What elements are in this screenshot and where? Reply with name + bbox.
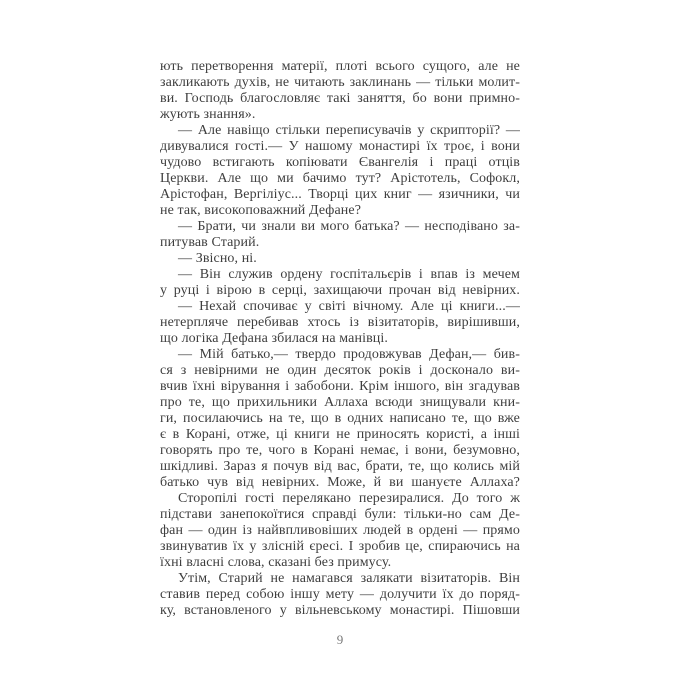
paragraph: [160, 219, 520, 251]
text-line: дивувалися гості.— У нашому монастирі їх троє, і вони: [160, 139, 520, 154]
paragraph: [160, 267, 520, 299]
text-line: говорять про те, чого в Корані немає, і вони, безумовно,: [160, 443, 520, 458]
text-line: питував Старий.: [160, 235, 260, 250]
text-line: Арістофан, Вергіліус... Творці цих книг — язичники, чи: [160, 187, 520, 202]
page-number: 9: [336, 632, 344, 647]
text-line: закликають духів, не читають заклинань — тільки молит-: [160, 75, 520, 90]
paragraph: [160, 491, 520, 571]
text-line: чудово встигають копіювати Євангелія і праці отців: [160, 155, 520, 170]
text-line: ся з невірними не один десяток років і досконало ви-: [160, 363, 520, 378]
paragraph: [160, 571, 520, 619]
text-line: ють перетворення матерії, плоті всього сущого, але не: [160, 59, 520, 74]
text-line: є в Корані, отже, ці книги не приносять користі, а інші: [160, 427, 520, 442]
text-line: — Брати, чи знали ви мого батька? — несподівано за-: [178, 219, 520, 234]
paragraph: [160, 299, 520, 347]
text-line: не так, високоповажний Дефане?: [160, 203, 362, 218]
paragraph: [160, 347, 520, 491]
text-line: Утім, Старий не намагався залякати візитаторів. Він: [178, 571, 520, 586]
text-line: підстави занепокоїтися справді були: тільки-но сам Де-: [160, 507, 520, 522]
text-line: звинуватив їх у злісній єресі. І зробив це, спираючись на: [160, 539, 520, 554]
text-line: ставив перед собою іншу мету — долучити їх до поряд-: [160, 587, 520, 602]
text-line: ги, посилаючись на те, що в одних написано те, що вже: [160, 411, 520, 426]
text-line: — Він служив ордену госпітальєрів і впав із мечем: [178, 267, 520, 282]
text-line: Церкви. Але що ми бачимо тут? Арістотель, Софокл,: [160, 171, 520, 186]
paragraph: [160, 123, 520, 219]
text-line: у руці і вірою в серці, захищаючи прочан від невірних.: [160, 283, 520, 298]
text-line: Сторопілі гості перелякано перезиралися. До того ж: [178, 491, 520, 506]
text-line: ви. Господь благословляє такі заняття, бо вони примно-: [160, 91, 520, 106]
text-line: — Мій батько,— твердо продовжував Дефан,— бив-: [178, 347, 520, 362]
text-line: жують знання».: [160, 107, 256, 122]
text-line: їхні власні слова, сказані без примусу.: [160, 555, 392, 570]
text-line: ку, встановленого у вільневському монастирі. Пішовши: [160, 603, 520, 618]
paragraph: [160, 251, 520, 267]
text-line: — Але навіщо стільки переписувачів у скрипторії? —: [178, 123, 520, 138]
text-line: нетерпляче перебивав хтось із візитаторів, вирішивши,: [160, 315, 520, 330]
text-line: — Звісно, ні.: [178, 251, 257, 266]
text-line: — Нехай спочиває у світі вічному. Але ці книги...—: [178, 299, 520, 314]
text-line: фан — один із найвпливовіших людей в ордені — прямо: [160, 523, 520, 538]
page-text: [160, 59, 520, 619]
text-line: вчив їхні вірування і забобони. Крім іншого, він згадував: [160, 379, 520, 394]
text-line: батько чув від невірних. Може, й ви шануєте Аллаха?: [160, 475, 520, 490]
paragraph: [160, 59, 520, 123]
text-line: шкідливі. Зараз я почув від вас, брати, те, що колись мій: [160, 459, 520, 474]
text-line: про те, що прихильники Аллаха всюди знищували кни-: [160, 395, 520, 410]
text-line: що логіка Дефана збилася на манівці.: [160, 331, 388, 346]
